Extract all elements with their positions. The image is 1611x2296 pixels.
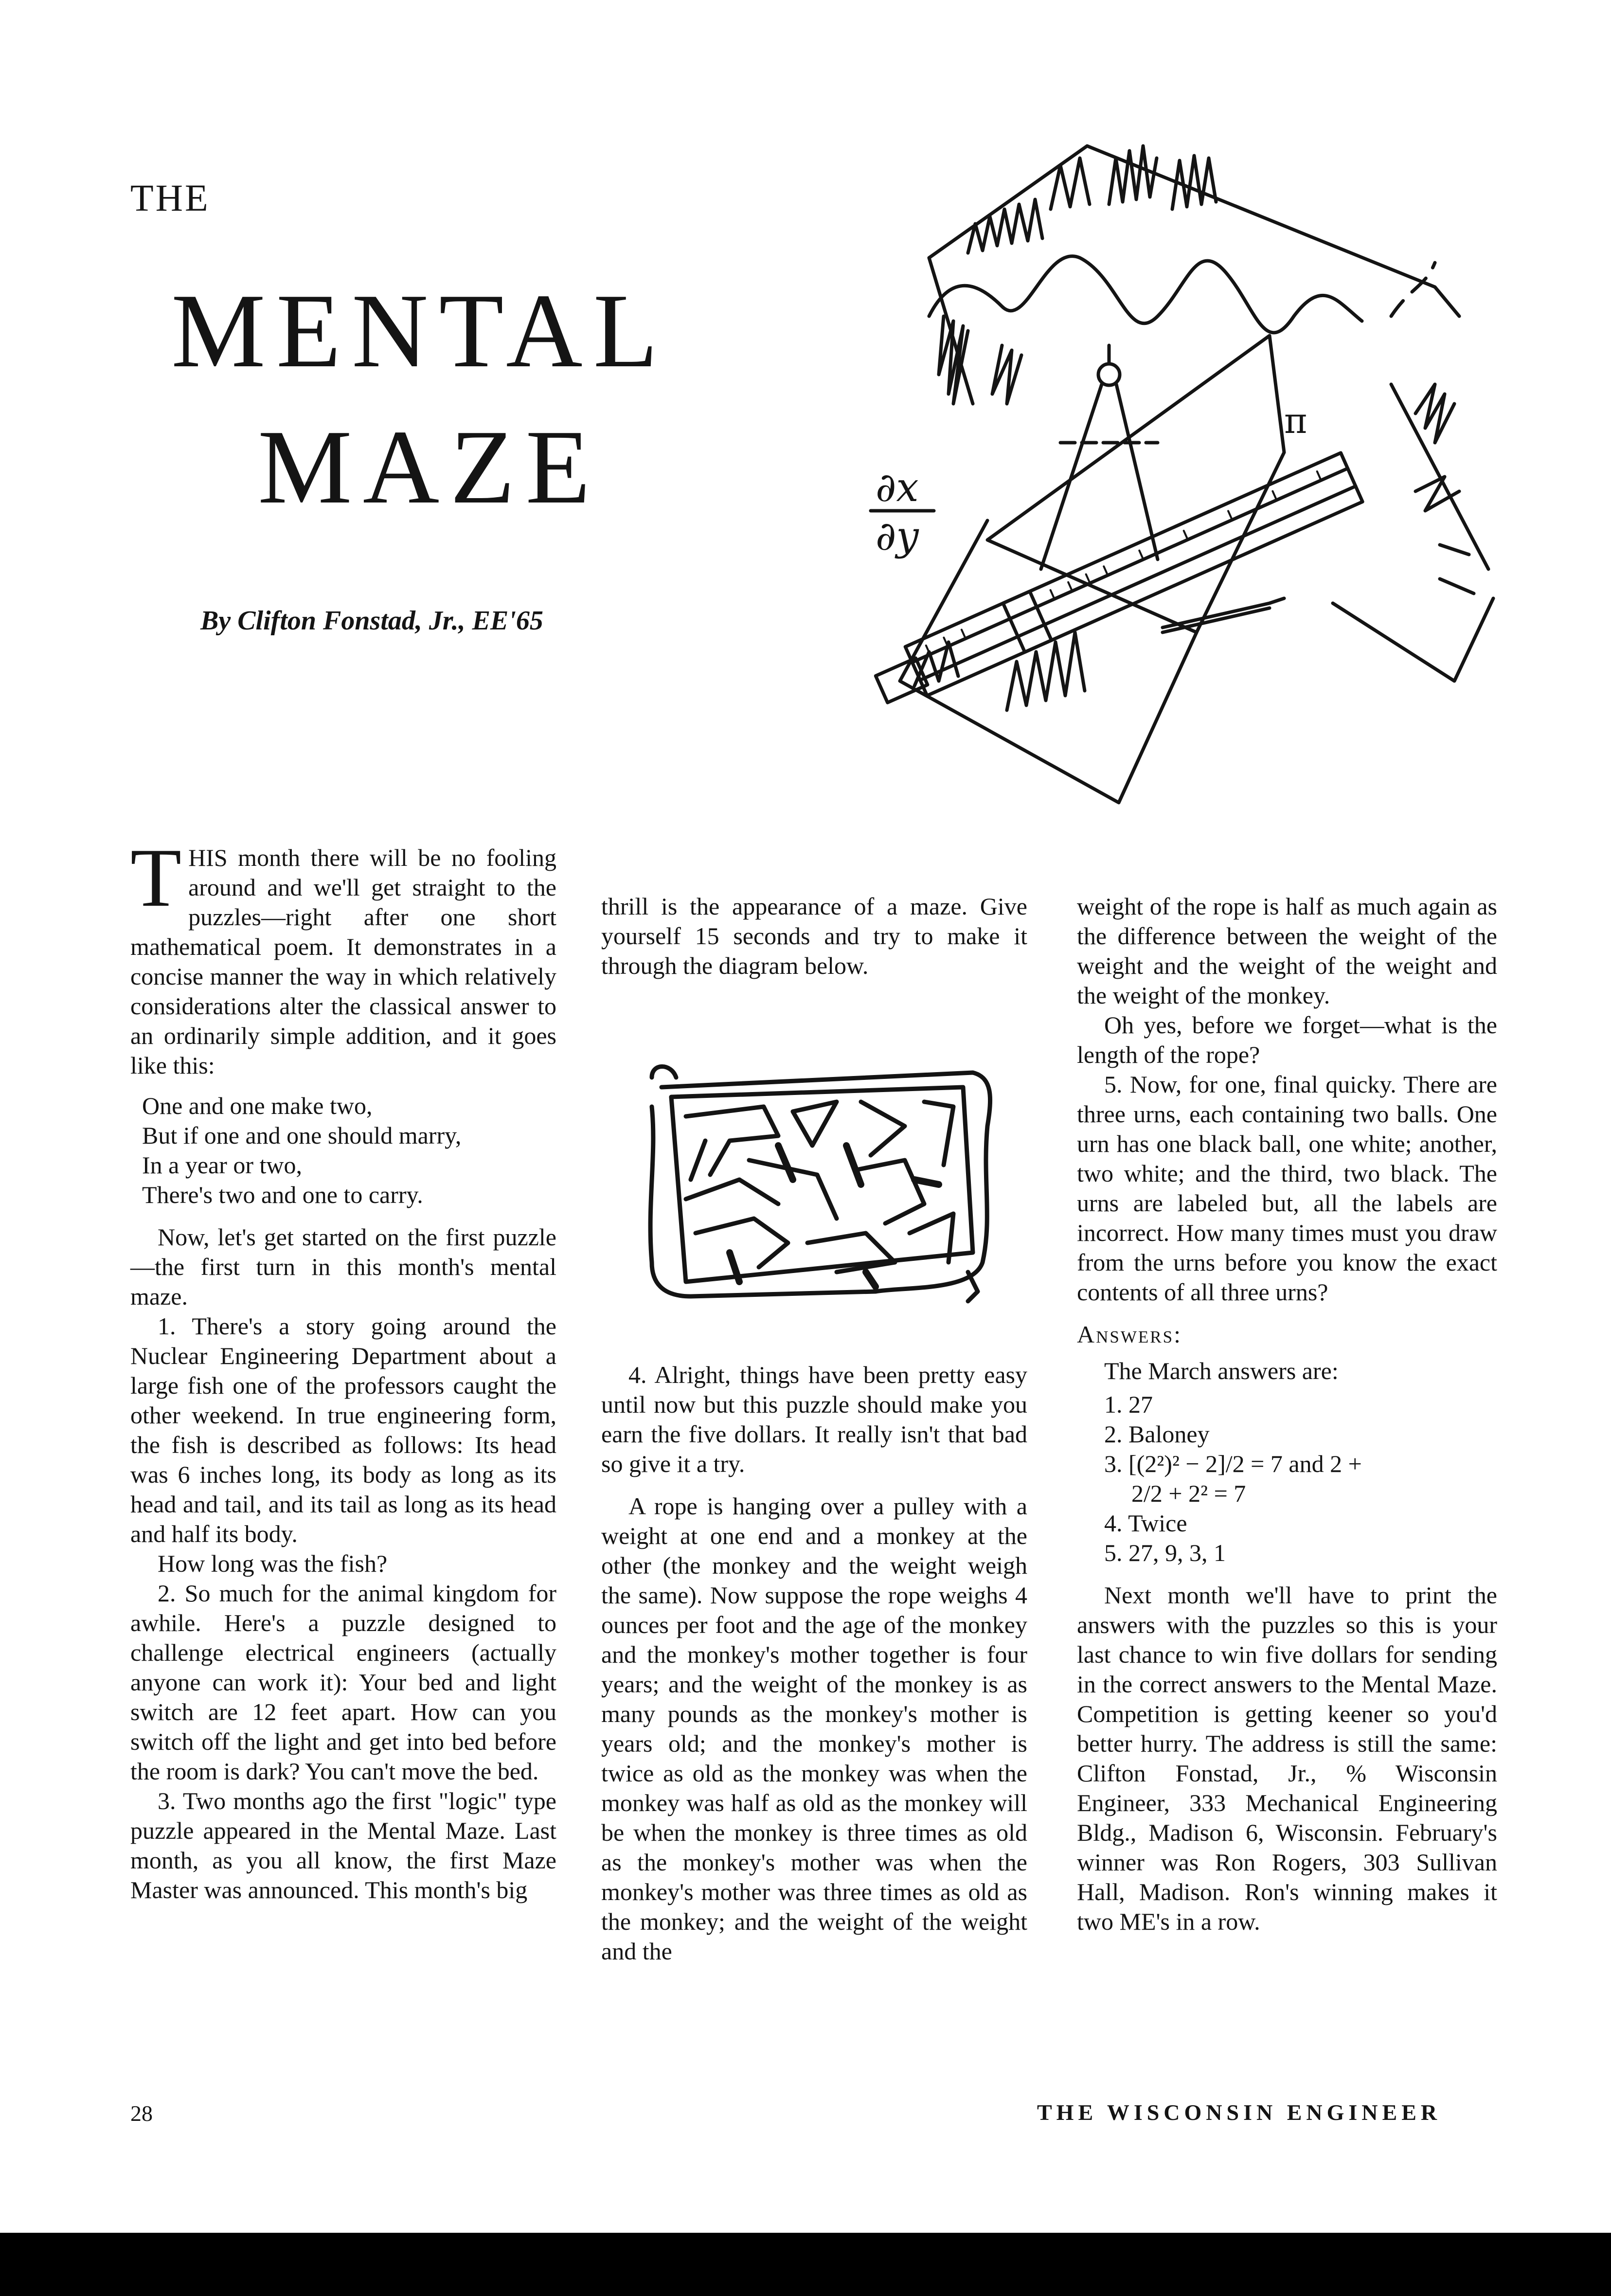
answers-list <box>1104 1390 1497 1568</box>
page-number: 28 <box>130 2101 153 2126</box>
drop-cap: T <box>130 832 182 924</box>
paragraph: Oh yes, before we forget—what is the length of the rope? <box>1077 1011 1497 1068</box>
running-head: THE WISCONSIN ENGINEER <box>1037 2100 1442 2125</box>
article-column-2 <box>601 892 1027 981</box>
intro-paragraph <box>130 832 556 1080</box>
math-tools-illustration <box>856 141 1498 817</box>
closing-paragraph: Next month we'll have to print the answers with the puzzles so this is your last chance to win five dollars for sending in the correct answers to the Mental Maze. Competition is getting keener so you'd better hurry. The address is still the same: Clifton Fonstad, Jr., % Wisconsin Engineer, 333 Mechanical Engineering Bldg., Madison 6, Wisconsin. February's winner was Ron Rogers, 303 Sullivan Hall, Madison. Ron's winning makes it two ME's in a row. <box>1077 1581 1497 1935</box>
poem <box>142 1091 556 1210</box>
answers-intro: The March answers are: <box>1104 1357 1339 1384</box>
byline: By Clifton Fonstad, Jr., EE'65 <box>200 606 543 636</box>
puzzle-4: 4. Alright, things have been pretty easy until now but this puzzle should make you earn the five dollars. It really isn't that bad so give it a try. <box>601 1361 1027 1477</box>
derivative-denominator: ∂y <box>876 513 919 559</box>
puzzle-2: 2. So much for the animal kingdom for awhile. Here's a puzzle designed to challenge electrical engineers (actually anyone can work it): Your bed and light switch are 12 feet apart. How can you switch off the light and get into bed before the room is dark? You can't move the bed. <box>130 1579 556 1785</box>
answer-item: 5. 27, 9, 3, 1 <box>1104 1539 1226 1566</box>
poem-line: One and one make two, <box>142 1092 373 1119</box>
article-column-2-continued <box>601 1360 1027 1966</box>
paragraph: weight of the rope is half as much again as the difference between the weight of the weight and the weight of the weight and the weight of the monkey. <box>1077 893 1497 1009</box>
answer-item-continued: 2/2 + 2² = 7 <box>1131 1480 1246 1507</box>
poem-line: In a year or two, <box>142 1151 303 1179</box>
derivative-numerator: ∂x <box>876 465 919 511</box>
answer-item: 2. Baloney <box>1104 1420 1210 1448</box>
title-kicker: THE <box>130 177 210 219</box>
rope-puzzle: A rope is hanging over a pulley with a weight at one end and a monkey at the other (the monkey and the weight weigh the same). Now suppose the rope weighs 4 ounces per foot and the age of the monkey and the monkey's mother together is four years; and the weight of the monkey is as many pounds as the monkey's mother is years old; and the monkey's mother is twice as old as the monkey was when the monkey was half as old as the monkey will be when the monkey is three times as old as the monkey's mother was when the monkey's mother was three times as old as the monkey; and the weight of the weight and the <box>601 1492 1027 1965</box>
intro-text: HIS month there will be no fooling around and we'll get straight to the puzzles—right after one short mathematical poem. It demonstrates in a concise manner the way in which relatively considerations alter the classical answer to an ordinarily simple addition, and it goes like this: <box>130 844 556 1079</box>
answer-item: 4. Twice <box>1104 1509 1187 1537</box>
paragraph: How long was the fish? <box>158 1550 388 1577</box>
puzzle-3: 3. Two months ago the first "logic" type puzzle appeared in the Mental Maze. Last month, as you all know, the first Maze Master was announced. This month's big <box>130 1787 556 1903</box>
answer-item: 3. [(2²)² − 2]/2 = 7 and 2 + <box>1104 1450 1362 1477</box>
paragraph: thrill is the appearance of a maze. Give yourself 15 seconds and try to make it through the diagram below. <box>601 893 1027 979</box>
puzzle-5: 5. Now, for one, final quicky. There are three urns, each containing two balls. One urn has one black ball, one white; another, two white; and the third, two black. The urns are labeled but, all the labels are incorrect. How many times must you draw from the urns before you know the exact contents of all three urns? <box>1077 1071 1497 1306</box>
poem-line: But if one and one should marry, <box>142 1122 462 1149</box>
title-line-mental: MENTAL <box>171 272 669 390</box>
maze-diagram <box>632 1058 1002 1311</box>
answers-heading: Answers: <box>1077 1321 1182 1348</box>
scan-border <box>0 2233 1611 2296</box>
article-column-1 <box>130 832 556 1905</box>
puzzle-1: 1. There's a story going around the Nuclear Engineering Department about a large fish one of the professors caught the other weekend. In true engineering form, the fish is described as follows: Its head was 6 inches long, its body as long as its head and tail, and its tail as long as its head and half its body. <box>130 1312 556 1547</box>
article-column-3 <box>1077 892 1497 1937</box>
poem-line: There's two and one to carry. <box>142 1181 423 1208</box>
title-line-maze: MAZE <box>258 409 601 526</box>
answer-item: 1. 27 <box>1104 1391 1153 1418</box>
paragraph: Now, let's get started on the first puzzle—the first turn in this month's mental maze. <box>130 1223 556 1310</box>
pi-symbol: π <box>1284 400 1307 441</box>
